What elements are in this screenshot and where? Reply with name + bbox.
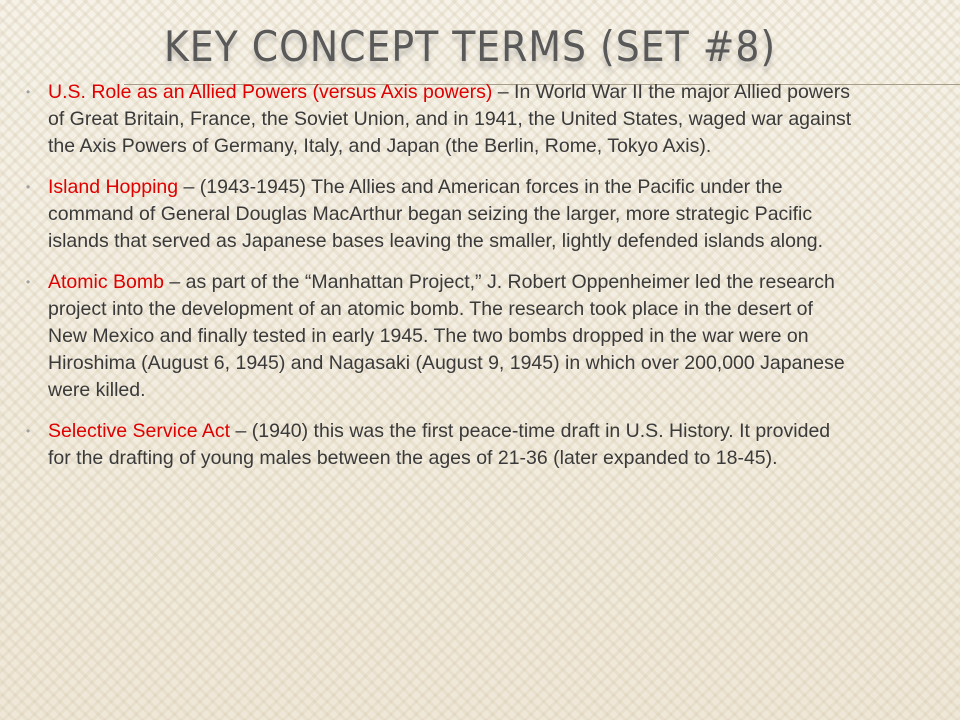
term-item-island-hopping	[26, 174, 856, 255]
bullet-icon: •	[26, 180, 31, 194]
term-item-selective-service-act	[26, 418, 856, 472]
slide-title: KEY CONCEPT TERMS (SET #8)	[164, 22, 777, 71]
term-label: Island Hopping	[48, 176, 179, 198]
term-label: Selective Service Act	[48, 420, 231, 442]
term-item-atomic-bomb	[26, 269, 856, 404]
term-definition: – In World War II the major Allied powers of Great Britain, France, the Soviet Union, and in 1941, the United States, waged war against the Axis Powers of Germany, Italy, and Japan (the Berlin, Rome, Tokyo Axis).	[48, 81, 852, 157]
bullet-icon: •	[26, 424, 31, 438]
term-definition: – (1940) this was the first peace-time draft in U.S. History. It provided for the drafting of young males between the ages of 21-36 (later expanded to 18-45).	[48, 420, 831, 469]
term-label: Atomic Bomb	[48, 271, 164, 293]
term-definition: – as part of the “Manhattan Project,” J. Robert Oppenheimer led the research project into the development of an atomic bomb. The research took place in the desert of New Mexico and finally tested in early 1945. The two bombs dropped in the war were on Hiroshima (August 6, 1945) and Nagasaki (August 9, 1945) in which over 200,000 Japanese were killed.	[48, 271, 845, 401]
term-list	[26, 79, 856, 486]
bullet-icon: •	[26, 275, 31, 289]
bullet-icon: •	[26, 85, 31, 99]
term-item-allied-powers	[26, 79, 856, 160]
term-label: U.S. Role as an Allied Powers (versus Axis powers)	[48, 81, 493, 103]
term-definition: – (1943-1945) The Allies and American forces in the Pacific under the command of General Douglas MacArthur began seizing the larger, more strategic Pacific islands that served as Japanese bases leaving the smaller, lightly defended islands along.	[48, 176, 824, 252]
